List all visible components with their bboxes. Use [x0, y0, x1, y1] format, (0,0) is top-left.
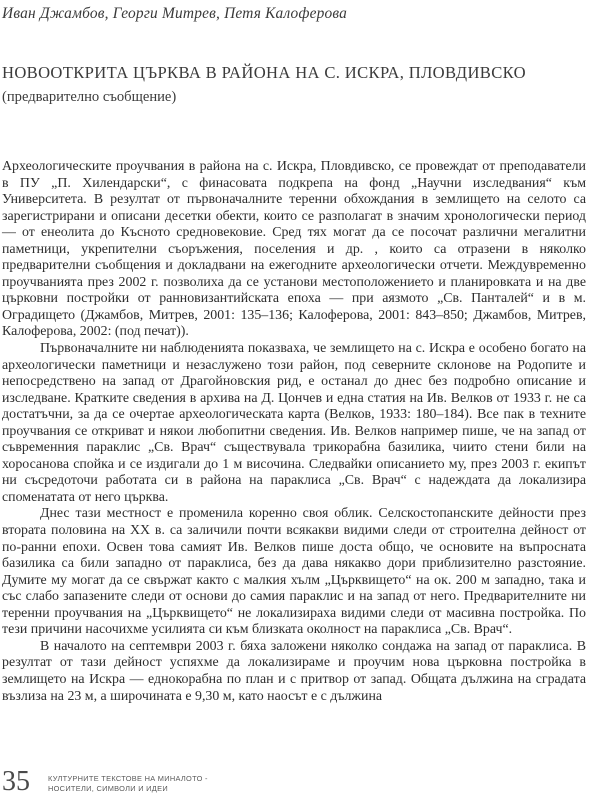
running-head-authors: Иван Джамбов, Георги Митрев, Петя Калоферова — [2, 5, 348, 22]
footer-line-2: НОСИТЕЛИ, СИМВОЛИ И ИДЕИ — [48, 783, 168, 793]
paragraph-2: Първоначалните ни наблюденията показваха, че землището на с. Искра е особено богато на археологически паметници и незаслужено този район, под северните склонове на Родопите и непосредствено на запад от Драгойновския рид, е останал до днес без подробно описание и изследване. Кратките сведения в архива на Д. Цончев и една статия на Ив. Велков от 1933 г. не са достатъчни, за да се очертае археологическата карта (Велков, 1933: 180–184). Все пак в техните проучвания се откриват и някои любопитни сведения. Ив. Велков например пише, че на запад от съвременния параклис „Св. Врач“ съществувала трикорабна базилика, чиито стени били на хоросанова спойка и се издигали до 1 м височина. Следвайки описанието му, през 2003 г. екипът ни съсредоточи работата си в района на параклиса „Св. Врач“ с надеждата да локализира споменатата от него църква. — [2, 341, 586, 505]
body-text — [2, 159, 586, 705]
footer-line-1: КУЛТУРНИТЕ ТЕКСТОВЕ НА МИНАЛОТО - — [48, 774, 208, 784]
page-title: НОВООТКРИТА ЦЪРКВА В РАЙОНА НА С. ИСКРА, ПЛОВДИВСКО — [2, 63, 526, 82]
page-subtitle: (предварително съобщение) — [2, 89, 177, 105]
paragraph-1: Археологическите проучвания в района на с. Искра, Пловдивско, се провеждат от преподаватели в ПУ „П. Хилендарски“, с финасовата подкрепа на фонд „Научни изследвания“ към Университета. В резултат от първоначалните теренни обхождания в землището на селото са зарегистрирани и описани десетки обекти, които се разполагат в значим хронологически период — от енеолита до Късното средновековие. Сред тях могат да се посочат различни мегалитни паметници, укрепителни съоръжения, поселения и др. , които са отразени в няколко предварителни съобщения и докладвани на ежегодните археологически отчети. Междувременно проучванията през 2002 г. позволиха да се установи местоположението и планировката и на две църковни постройки от ранновизантийската епоха — при аязмото „Св. Панталей“ и в м. Оградището (Джамбов, Митрев, 2001: 135–136; Калоферова, 2001: 843–850; Джамбов, Митрев, Калоферова, 2002: (под печат)). — [2, 159, 586, 340]
paragraph-4: В началото на септември 2003 г. бяха заложени няколко сондажа на запад от параклиса. В резултат от тази дейност успяхме да локализираме и проучим нова църковна постройка в землището на Искра — еднокорабна по план и с притвор от запад. Общата дължина на сградата възлиза на 23 м, а широчината е 9,30 м, като наосът е с дължина — [2, 638, 586, 704]
page-footer — [2, 768, 208, 796]
footer-publication-title — [48, 774, 208, 796]
page-number: 35 — [2, 766, 30, 797]
paragraph-3: Днес тази местност е променила коренно своя облик. Селскостопанските дейности през втората половина на ХХ в. са заличили почти всякакви видими следи от строителна дейност от по-ранни епохи. Освен това самият Ив. Велков пише доста общо, че основите на въпросната базилика са били западно от параклиса, без да дава някакво дори приблизително разстояние. Думите му могат да се свържат както с малкия хълм „Църквището“ на ок. 200 м западно, така и със слабо запазените следи от основи до самия параклис и на запад от него. Предварителните ни теренни проучвания на „Църквището“ не локализираха видими следи от масивна постройка. По тези причини насочихме усилията си към близката околност на параклиса „Св. Врач“. — [2, 506, 586, 638]
title-block — [2, 62, 586, 107]
